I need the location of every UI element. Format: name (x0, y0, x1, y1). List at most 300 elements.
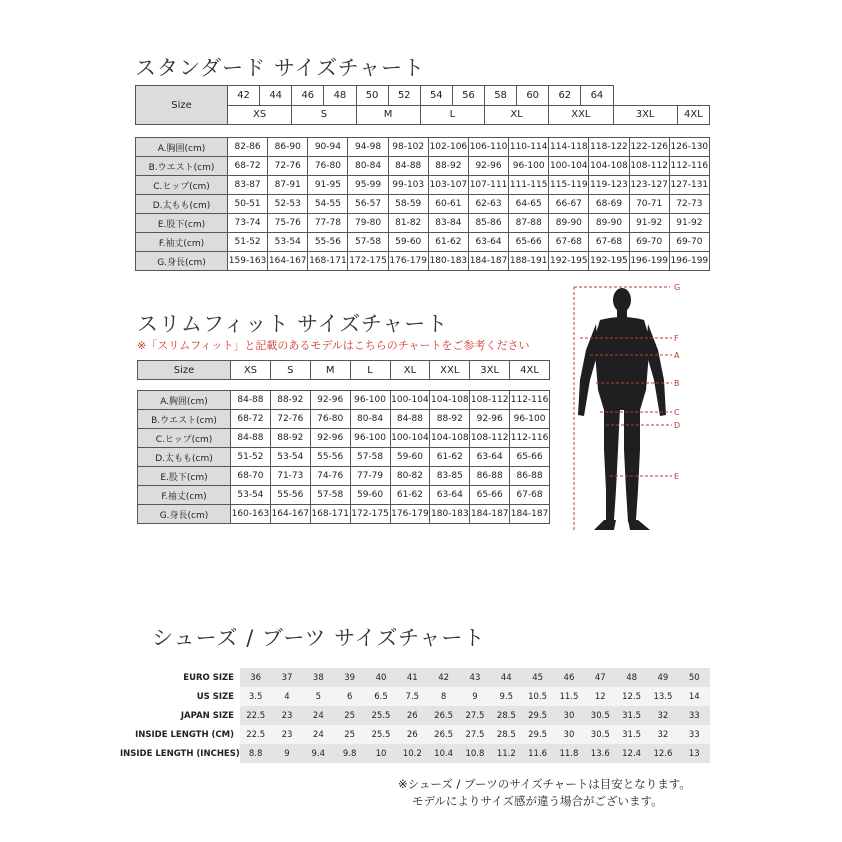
slim-size-cell: 3XL (470, 361, 510, 380)
measure-value: 84-88 (231, 429, 271, 448)
shoe-value: 47 (585, 668, 616, 687)
measure-value: 188-191 (509, 252, 549, 271)
measure-value: 82-86 (228, 138, 268, 157)
eu-size-cell: 54 (420, 86, 452, 106)
shoe-value: 3.5 (240, 687, 271, 706)
measure-value: 92-96 (310, 391, 350, 410)
slim-title: スリムフィット サイズチャート (137, 312, 449, 336)
measure-value: 89-90 (549, 214, 589, 233)
shoe-value: 41 (397, 668, 428, 687)
measure-value: 160-163 (231, 505, 271, 524)
measure-value: 88-92 (428, 157, 468, 176)
shoe-value: 8 (428, 687, 459, 706)
shoe-value: 12 (585, 687, 616, 706)
shoe-value: 44 (491, 668, 522, 687)
measure-value: 67-68 (589, 233, 629, 252)
slim-size-cell: S (270, 361, 310, 380)
measure-value: 72-76 (268, 157, 308, 176)
measure-value: 90-94 (308, 138, 348, 157)
measure-value: 88-92 (270, 391, 310, 410)
table-row (138, 486, 550, 505)
measure-value: 104-108 (430, 391, 470, 410)
measure-value: 65-66 (509, 233, 549, 252)
slim-measure-table (137, 390, 550, 524)
measure-value: 61-62 (390, 486, 430, 505)
measure-label: F.袖丈(cm) (138, 486, 231, 505)
shoes-title: シューズ / ブーツ サイズチャート (152, 626, 486, 650)
eu-size-cell: 48 (324, 86, 356, 106)
measure-value: 57-58 (350, 448, 390, 467)
measure-value: 107-111 (468, 176, 508, 195)
eu-size-cell: 46 (292, 86, 324, 106)
letter-size-cell: XL (485, 105, 549, 125)
measure-value: 123-127 (629, 176, 669, 195)
eu-size-cell: 50 (356, 86, 388, 106)
measure-value: 77-78 (308, 214, 348, 233)
measure-value: 164-167 (268, 252, 308, 271)
slim-size-cell: XS (231, 361, 271, 380)
table-row (136, 233, 710, 252)
letter-size-cell: XXL (549, 105, 613, 125)
measure-value: 87-88 (509, 214, 549, 233)
measure-value: 80-84 (348, 157, 388, 176)
shoe-row-label: EURO SIZE (120, 668, 240, 687)
shoe-value: 10.2 (397, 744, 428, 763)
measure-value: 104-108 (589, 157, 629, 176)
shoe-value: 40 (365, 668, 396, 687)
figure-label-e: E (674, 472, 680, 481)
measure-value: 88-92 (270, 429, 310, 448)
measure-value: 164-167 (270, 505, 310, 524)
table-row (120, 668, 710, 687)
measure-value: 51-52 (231, 448, 271, 467)
measure-value: 72-73 (669, 195, 709, 214)
measure-value: 55-56 (310, 448, 350, 467)
measure-value: 108-112 (470, 429, 510, 448)
measure-value: 61-62 (430, 448, 470, 467)
measure-value: 76-80 (308, 157, 348, 176)
shoe-value: 9 (271, 744, 302, 763)
measure-value: 81-82 (388, 214, 428, 233)
measure-value: 126-130 (669, 138, 709, 157)
measure-value: 69-70 (629, 233, 669, 252)
shoe-value: 31.5 (616, 706, 647, 725)
shoe-value: 11.6 (522, 744, 553, 763)
measure-value: 127-131 (669, 176, 709, 195)
measure-value: 59-60 (388, 233, 428, 252)
table-row (138, 410, 550, 429)
measure-value: 72-76 (270, 410, 310, 429)
shoe-value: 33 (679, 725, 710, 744)
measure-value: 100-104 (390, 429, 430, 448)
measure-label: A.胸囲(cm) (138, 391, 231, 410)
table-row (136, 214, 710, 233)
shoe-value: 32 (647, 706, 678, 725)
measure-value: 83-85 (430, 467, 470, 486)
measure-label: C.ヒップ(cm) (138, 429, 231, 448)
measure-label: G.身長(cm) (136, 252, 228, 271)
measure-value: 63-64 (470, 448, 510, 467)
measure-value: 184-187 (470, 505, 510, 524)
figure-label-c: C (674, 408, 680, 417)
measure-label: D.太もも(cm) (136, 195, 228, 214)
measure-value: 73-74 (228, 214, 268, 233)
table-row (120, 725, 710, 744)
measure-value: 92-96 (310, 429, 350, 448)
measure-value: 69-70 (669, 233, 709, 252)
measure-value: 96-100 (510, 410, 550, 429)
eu-size-cell: 56 (452, 86, 484, 106)
shoe-value: 25 (334, 706, 365, 725)
letter-size-cell: 4XL (677, 105, 709, 125)
standard-title: スタンダード サイズチャート (135, 56, 426, 80)
measure-value: 76-80 (310, 410, 350, 429)
shoe-value: 9.4 (303, 744, 334, 763)
measure-value: 56-57 (348, 195, 388, 214)
measure-value: 99-103 (388, 176, 428, 195)
shoe-value: 4 (271, 687, 302, 706)
eu-size-cell: 62 (549, 86, 581, 106)
figure-label-g: G (674, 283, 681, 292)
measure-label: C.ヒップ(cm) (136, 176, 228, 195)
shoe-row-label: INSIDE LENGTH (CM) (120, 725, 240, 744)
measure-value: 159-163 (228, 252, 268, 271)
measure-value: 180-183 (428, 252, 468, 271)
measure-value: 71-73 (270, 467, 310, 486)
measure-value: 108-112 (629, 157, 669, 176)
shoes-note-line1: ※シューズ / ブーツのサイズチャートは目安となります。 (398, 777, 691, 791)
shoe-value: 30.5 (585, 725, 616, 744)
measure-value: 83-84 (428, 214, 468, 233)
measure-value: 96-100 (350, 429, 390, 448)
measure-value: 61-62 (428, 233, 468, 252)
measure-value: 96-100 (350, 391, 390, 410)
shoe-value: 49 (647, 668, 678, 687)
shoe-value: 38 (303, 668, 334, 687)
measure-value: 184-187 (468, 252, 508, 271)
shoe-value: 29.5 (522, 725, 553, 744)
measure-value: 95-99 (348, 176, 388, 195)
measure-label: E.股下(cm) (138, 467, 231, 486)
table-row (138, 429, 550, 448)
shoe-value: 23 (271, 725, 302, 744)
shoe-value: 24 (303, 725, 334, 744)
measure-value: 172-175 (348, 252, 388, 271)
slim-size-cell: 4XL (510, 361, 550, 380)
table-row (136, 176, 710, 195)
measure-value: 192-195 (549, 252, 589, 271)
measure-value: 67-68 (549, 233, 589, 252)
shoes-note-line2: モデルによりサイズ感が違う場合がございます。 (412, 794, 663, 808)
shoe-value: 24 (303, 706, 334, 725)
shoe-value: 25 (334, 725, 365, 744)
measure-value: 104-108 (430, 429, 470, 448)
table-row (138, 467, 550, 486)
shoe-value: 28.5 (491, 706, 522, 725)
table-row (136, 195, 710, 214)
measure-value: 60-61 (428, 195, 468, 214)
measure-value: 57-58 (348, 233, 388, 252)
measure-value: 52-53 (268, 195, 308, 214)
measure-label: G.身長(cm) (138, 505, 231, 524)
standard-size-header (135, 85, 710, 125)
measure-value: 98-102 (388, 138, 428, 157)
measure-value: 180-183 (430, 505, 470, 524)
measure-value: 100-104 (549, 157, 589, 176)
figure-label-a: A (674, 351, 680, 360)
measure-value: 62-63 (468, 195, 508, 214)
table-row (120, 706, 710, 725)
shoe-value: 37 (271, 668, 302, 687)
measure-value: 65-66 (510, 448, 550, 467)
measure-value: 85-86 (468, 214, 508, 233)
measure-value: 96-100 (509, 157, 549, 176)
measure-value: 68-72 (228, 157, 268, 176)
shoe-value: 23 (271, 706, 302, 725)
measure-value: 176-179 (388, 252, 428, 271)
measure-value: 94-98 (348, 138, 388, 157)
measure-label: B.ウエスト(cm) (136, 157, 228, 176)
measure-value: 64-65 (509, 195, 549, 214)
shoe-value: 12.5 (616, 687, 647, 706)
shoe-value: 36 (240, 668, 271, 687)
shoe-value: 30 (553, 706, 584, 725)
measure-value: 53-54 (268, 233, 308, 252)
measure-value: 112-116 (510, 391, 550, 410)
measure-value: 112-116 (669, 157, 709, 176)
measure-value: 102-106 (428, 138, 468, 157)
measure-value: 87-91 (268, 176, 308, 195)
measure-value: 196-199 (629, 252, 669, 271)
size-label: Size (138, 361, 231, 380)
measure-value: 86-90 (268, 138, 308, 157)
measure-value: 55-56 (308, 233, 348, 252)
measure-value: 57-58 (310, 486, 350, 505)
letter-size-cell: M (356, 105, 420, 125)
table-row (120, 744, 710, 763)
shoe-value: 10.5 (522, 687, 553, 706)
table-row (136, 138, 710, 157)
shoe-value: 13.5 (647, 687, 678, 706)
measure-value: 68-70 (231, 467, 271, 486)
measure-value: 50-51 (228, 195, 268, 214)
shoe-value: 13 (679, 744, 710, 763)
shoe-value: 8.8 (240, 744, 271, 763)
measure-value: 67-68 (510, 486, 550, 505)
measure-value: 110-114 (509, 138, 549, 157)
shoe-value: 10 (365, 744, 396, 763)
shoe-value: 27.5 (459, 706, 490, 725)
letter-size-cell: 3XL (613, 105, 677, 125)
measure-value: 54-55 (308, 195, 348, 214)
measure-value: 176-179 (390, 505, 430, 524)
shoe-value: 33 (679, 706, 710, 725)
measure-value: 115-119 (549, 176, 589, 195)
measure-value: 168-171 (308, 252, 348, 271)
eu-size-cell: 44 (260, 86, 292, 106)
slim-size-cell: XL (390, 361, 430, 380)
eu-size-cell: 42 (228, 86, 260, 106)
measure-value: 92-96 (468, 157, 508, 176)
measure-value: 91-95 (308, 176, 348, 195)
shoe-value: 26 (397, 725, 428, 744)
eu-size-cell: 52 (388, 86, 420, 106)
shoe-value: 9 (459, 687, 490, 706)
table-row (136, 157, 710, 176)
measure-value: 91-92 (629, 214, 669, 233)
shoe-value: 7.5 (397, 687, 428, 706)
shoe-row-label: JAPAN SIZE (120, 706, 240, 725)
measure-value: 70-71 (629, 195, 669, 214)
measure-value: 84-88 (390, 410, 430, 429)
measure-value: 68-72 (231, 410, 271, 429)
measure-value: 66-67 (549, 195, 589, 214)
shoe-value: 5 (303, 687, 334, 706)
shoe-value: 6 (334, 687, 365, 706)
measure-value: 91-92 (669, 214, 709, 233)
measure-value: 184-187 (510, 505, 550, 524)
shoe-row-label: US SIZE (120, 687, 240, 706)
measure-value: 84-88 (231, 391, 271, 410)
table-row (120, 687, 710, 706)
eu-size-cell: 58 (485, 86, 517, 106)
measure-value: 58-59 (388, 195, 428, 214)
measure-value: 63-64 (430, 486, 470, 505)
table-row (138, 391, 550, 410)
measure-label: A.胸囲(cm) (136, 138, 228, 157)
measure-label: E.股下(cm) (136, 214, 228, 233)
measure-value: 88-92 (430, 410, 470, 429)
measure-value: 172-175 (350, 505, 390, 524)
shoe-value: 25.5 (365, 725, 396, 744)
shoe-value: 6.5 (365, 687, 396, 706)
measure-value: 196-199 (669, 252, 709, 271)
table-row (136, 252, 710, 271)
shoe-value: 22.5 (240, 725, 271, 744)
table-row (138, 505, 550, 524)
measure-value: 59-60 (350, 486, 390, 505)
letter-size-cell: L (420, 105, 484, 125)
letter-size-cell: XS (228, 105, 292, 125)
table-row (138, 448, 550, 467)
slim-size-cell: L (350, 361, 390, 380)
shoe-value: 45 (522, 668, 553, 687)
shoe-value: 31.5 (616, 725, 647, 744)
measure-value: 53-54 (231, 486, 271, 505)
shoe-value: 30.5 (585, 706, 616, 725)
measure-value: 86-88 (510, 467, 550, 486)
measure-value: 122-126 (629, 138, 669, 157)
figure-label-b: B (674, 379, 680, 388)
measure-value: 80-84 (350, 410, 390, 429)
measure-value: 119-123 (589, 176, 629, 195)
shoe-value: 46 (553, 668, 584, 687)
shoe-value: 11.2 (491, 744, 522, 763)
measure-label: F.袖丈(cm) (136, 233, 228, 252)
shoe-value: 11.5 (553, 687, 584, 706)
shoe-value: 43 (459, 668, 490, 687)
eu-size-cell: 64 (581, 86, 613, 106)
measure-value: 68-69 (589, 195, 629, 214)
shoe-value: 28.5 (491, 725, 522, 744)
measure-label: B.ウエスト(cm) (138, 410, 231, 429)
measure-value: 89-90 (589, 214, 629, 233)
shoe-value: 9.8 (334, 744, 365, 763)
figure-label-d: D (674, 421, 681, 430)
slim-size-cell: M (310, 361, 350, 380)
measure-value: 118-122 (589, 138, 629, 157)
measure-value: 92-96 (470, 410, 510, 429)
letter-size-cell: S (292, 105, 356, 125)
measure-value: 63-64 (468, 233, 508, 252)
shoe-value: 50 (679, 668, 710, 687)
shoe-value: 22.5 (240, 706, 271, 725)
shoe-value: 9.5 (491, 687, 522, 706)
shoe-value: 32 (647, 725, 678, 744)
shoe-value: 27.5 (459, 725, 490, 744)
measure-value: 86-88 (470, 467, 510, 486)
shoe-value: 26.5 (428, 725, 459, 744)
shoe-value: 39 (334, 668, 365, 687)
slim-note: ※「スリムフィット」と記載のあるモデルはこちらのチャートをご参考ください (137, 339, 530, 352)
shoe-value: 42 (428, 668, 459, 687)
measure-value: 192-195 (589, 252, 629, 271)
measure-value: 65-66 (470, 486, 510, 505)
shoe-value: 12.4 (616, 744, 647, 763)
measure-label: D.太もも(cm) (138, 448, 231, 467)
shoe-value: 48 (616, 668, 647, 687)
measure-value: 75-76 (268, 214, 308, 233)
measure-value: 108-112 (470, 391, 510, 410)
shoe-value: 12.6 (647, 744, 678, 763)
measure-value: 168-171 (310, 505, 350, 524)
shoe-value: 29.5 (522, 706, 553, 725)
shoe-value: 30 (553, 725, 584, 744)
measure-value: 53-54 (270, 448, 310, 467)
shoe-value: 11.8 (553, 744, 584, 763)
shoe-value: 26.5 (428, 706, 459, 725)
shoe-value: 13.6 (585, 744, 616, 763)
slim-size-header (137, 360, 550, 380)
shoe-value: 26 (397, 706, 428, 725)
shoe-value: 10.4 (428, 744, 459, 763)
eu-size-cell: 60 (517, 86, 549, 106)
measure-value: 83-87 (228, 176, 268, 195)
measure-value: 84-88 (388, 157, 428, 176)
shoe-row-label: INSIDE LENGTH (INCHES) (120, 744, 240, 763)
measure-value: 59-60 (390, 448, 430, 467)
measure-value: 55-56 (270, 486, 310, 505)
measure-value: 106-110 (468, 138, 508, 157)
shoe-value: 14 (679, 687, 710, 706)
measure-value: 51-52 (228, 233, 268, 252)
size-label: Size (136, 86, 228, 125)
measure-value: 111-115 (509, 176, 549, 195)
shoe-value: 25.5 (365, 706, 396, 725)
shoe-value: 10.8 (459, 744, 490, 763)
measure-value: 103-107 (428, 176, 468, 195)
shoes-size-table (120, 668, 710, 763)
measure-value: 112-116 (510, 429, 550, 448)
standard-measure-table (135, 137, 710, 271)
measure-value: 79-80 (348, 214, 388, 233)
figure-label-f: F (674, 334, 679, 343)
body-measurement-figure (560, 280, 700, 540)
measure-value: 80-82 (390, 467, 430, 486)
measure-value: 100-104 (390, 391, 430, 410)
slim-size-cell: XXL (430, 361, 470, 380)
measure-value: 114-118 (549, 138, 589, 157)
